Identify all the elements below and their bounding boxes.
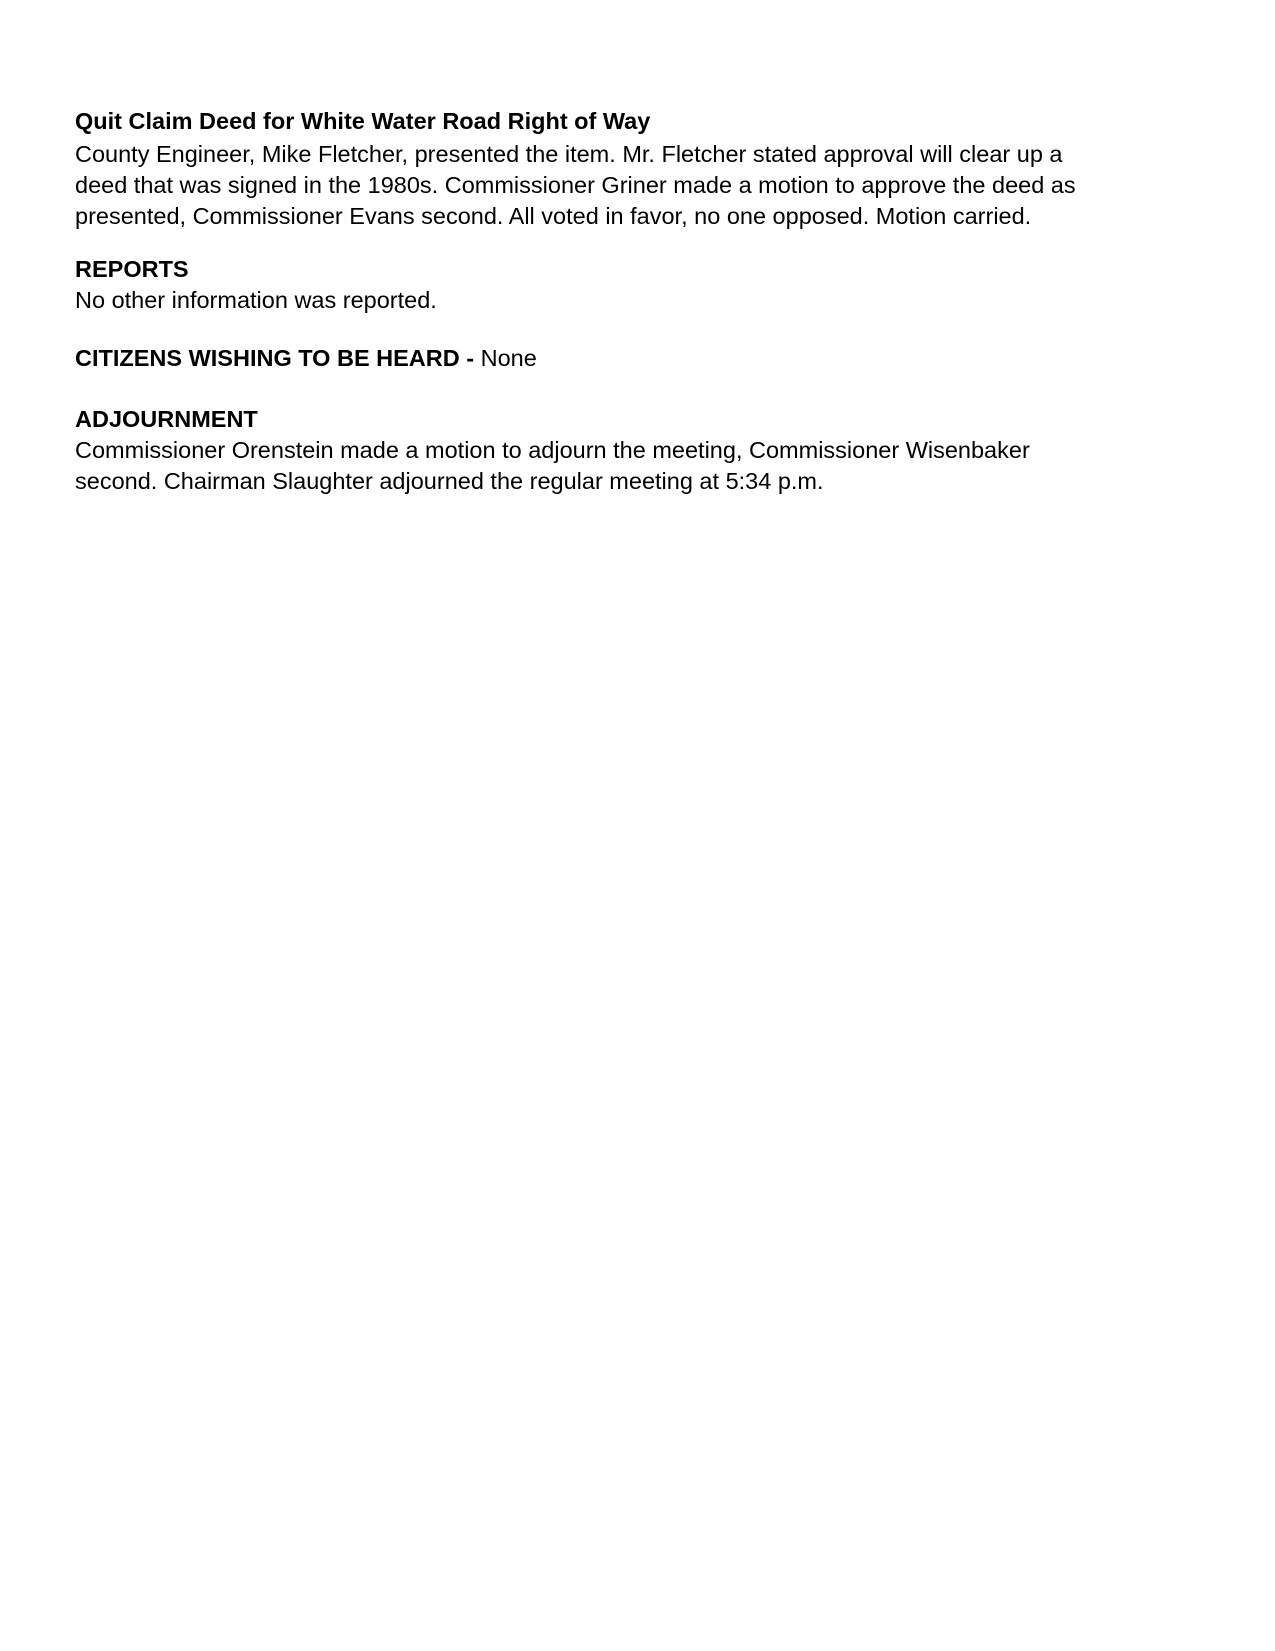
body-line: deed that was signed in the 1980s. Commissioner Griner made a motion to approve the deed as bbox=[75, 172, 1076, 198]
section-heading: ADJOURNMENT bbox=[75, 406, 258, 432]
body-line: presented, Commissioner Evans second. All voted in favor, no one opposed. Motion carried. bbox=[75, 203, 1032, 229]
section-adjournment bbox=[75, 404, 1030, 497]
section-reports bbox=[75, 254, 437, 316]
section-heading: REPORTS bbox=[75, 256, 189, 282]
citizens-value: None bbox=[480, 345, 537, 371]
body-line: No other information was reported. bbox=[75, 287, 437, 313]
body-line: second. Chairman Slaughter adjourned the regular meeting at 5:34 p.m. bbox=[75, 468, 824, 494]
section-heading: Quit Claim Deed for White Water Road Right of Way bbox=[75, 108, 651, 134]
section-quit-claim-deed bbox=[75, 106, 1076, 232]
body-line: County Engineer, Mike Fletcher, presented the item. Mr. Fletcher stated approval will clear up a bbox=[75, 141, 1063, 167]
body-line: Commissioner Orenstein made a motion to adjourn the meeting, Commissioner Wisenbaker bbox=[75, 437, 1030, 463]
citizens-line bbox=[75, 343, 537, 374]
section-heading: CITIZENS WISHING TO BE HEARD - bbox=[75, 345, 481, 371]
section-citizens bbox=[75, 343, 537, 374]
